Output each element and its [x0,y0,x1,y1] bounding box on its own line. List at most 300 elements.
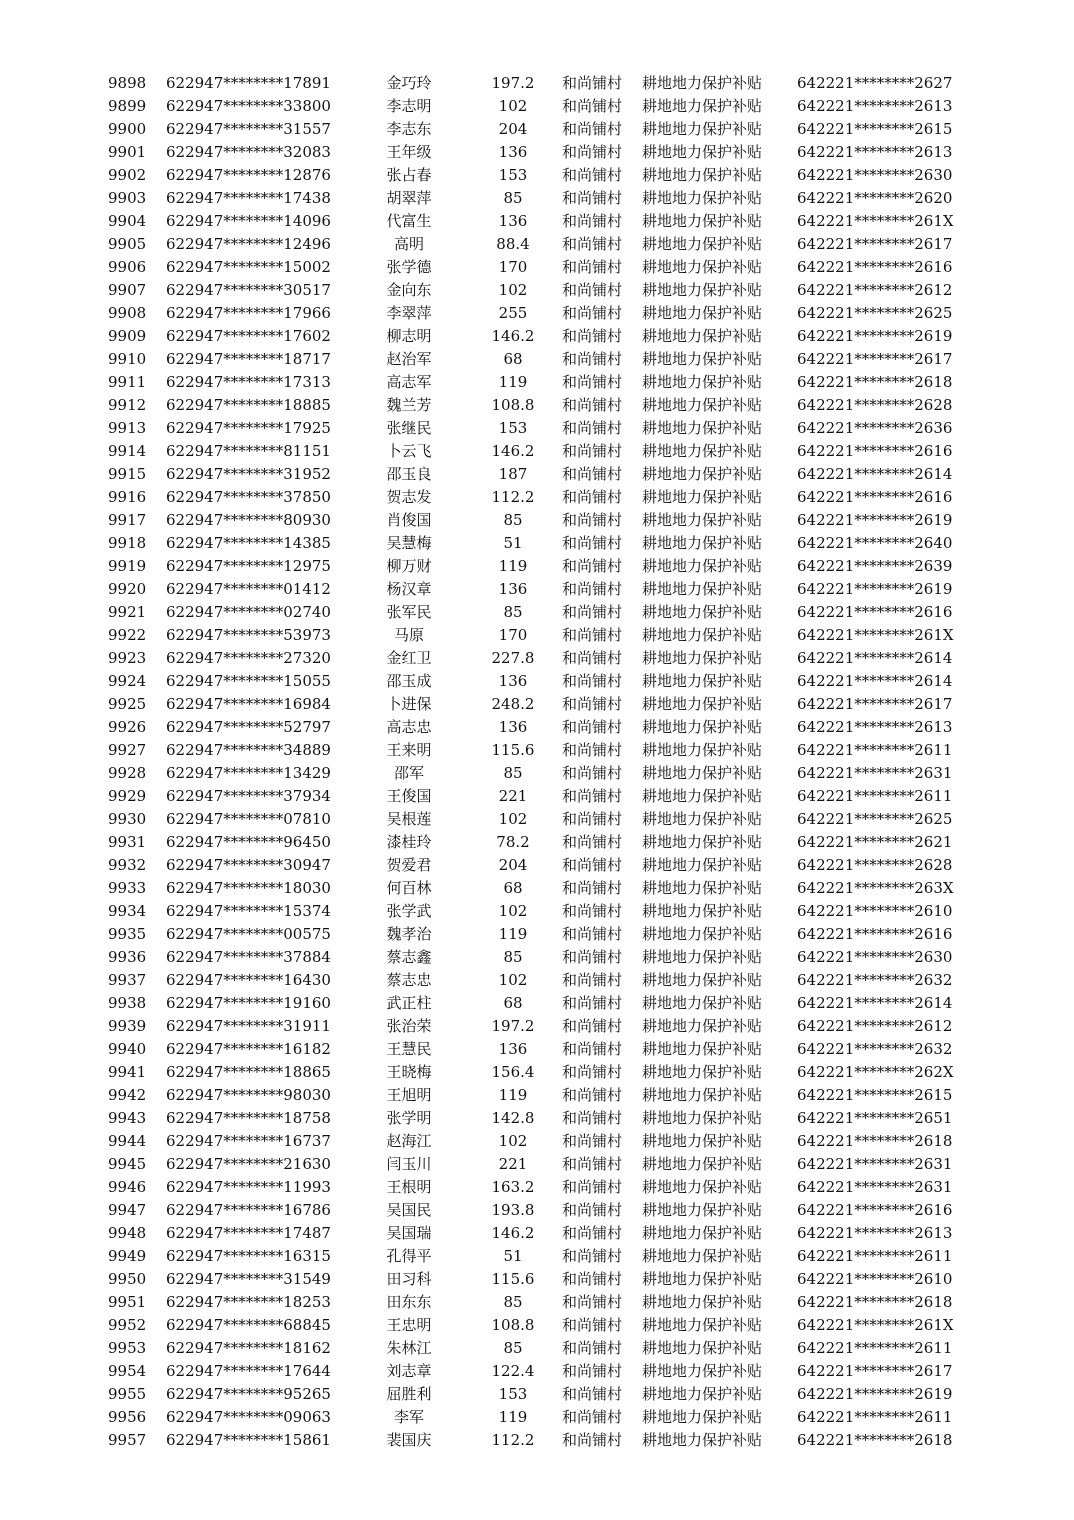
subsidy-item-cell: 耕地地力保护补贴 [642,212,763,230]
serial-number-cell: 9922 [108,626,147,644]
serial-number-cell: 9916 [108,488,147,506]
id-number-cell: 642221********2613 [797,718,953,736]
village-cell: 和尚铺村 [562,994,623,1012]
village-cell: 和尚铺村 [562,419,623,437]
subsidy-item-cell: 耕地地力保护补贴 [642,856,763,874]
subsidy-item-cell: 耕地地力保护补贴 [642,1132,763,1150]
bank-account-cell: 622947********17438 [166,189,331,207]
subsidy-item-cell: 耕地地力保护补贴 [642,511,763,529]
table-row [0,302,1074,325]
subsidy-amount-cell: 122.4 [491,1362,535,1380]
village-cell: 和尚铺村 [562,1408,623,1426]
id-number-cell: 642221********2610 [797,1270,953,1288]
recipient-name-cell: 屈胜利 [386,1385,432,1403]
table-row [0,233,1074,256]
recipient-name-cell: 张继民 [386,419,432,437]
recipient-name-cell: 刘志章 [386,1362,432,1380]
id-number-cell: 642221********2615 [797,120,953,138]
serial-number-cell: 9904 [108,212,147,230]
village-cell: 和尚铺村 [562,212,623,230]
subsidy-item-cell: 耕地地力保护补贴 [642,235,763,253]
village-cell: 和尚铺村 [562,281,623,299]
table-row [0,900,1074,923]
id-number-cell: 642221********2616 [797,603,953,621]
subsidy-item-cell: 耕地地力保护补贴 [642,1247,763,1265]
id-number-cell: 642221********2614 [797,994,953,1012]
serial-number-cell: 9907 [108,281,147,299]
serial-number-cell: 9941 [108,1063,147,1081]
table-row [0,1038,1074,1061]
subsidy-amount-cell: 170 [498,626,528,644]
table-row [0,509,1074,532]
bank-account-cell: 622947********30947 [166,856,331,874]
serial-number-cell: 9906 [108,258,147,276]
id-number-cell: 642221********2632 [797,971,953,989]
table-row [0,578,1074,601]
table-row [0,716,1074,739]
id-number-cell: 642221********2616 [797,442,953,460]
serial-number-cell: 9925 [108,695,147,713]
village-cell: 和尚铺村 [562,97,623,115]
subsidy-item-cell: 耕地地力保护补贴 [642,994,763,1012]
recipient-name-cell: 胡翠萍 [386,189,432,207]
bank-account-cell: 622947********16984 [166,695,331,713]
serial-number-cell: 9926 [108,718,147,736]
subsidy-item-cell: 耕地地力保护补贴 [642,1293,763,1311]
subsidy-amount-cell: 102 [498,97,528,115]
bank-account-cell: 622947********15861 [166,1431,331,1449]
table-row [0,371,1074,394]
bank-account-cell: 622947********11993 [166,1178,331,1196]
bank-account-cell: 622947********68845 [166,1316,331,1334]
subsidy-amount-cell: 85 [503,603,523,621]
recipient-name-cell: 张学明 [386,1109,432,1127]
serial-number-cell: 9900 [108,120,147,138]
table-row [0,946,1074,969]
subsidy-amount-cell: 119 [498,925,528,943]
id-number-cell: 642221********2613 [797,143,953,161]
subsidy-amount-cell: 112.2 [491,488,535,506]
table-row [0,1429,1074,1452]
table-row [0,992,1074,1015]
recipient-name-cell: 蔡志忠 [386,971,432,989]
serial-number-cell: 9914 [108,442,147,460]
subsidy-amount-cell: 102 [498,1132,528,1150]
bank-account-cell: 622947********30517 [166,281,331,299]
id-number-cell: 642221********2617 [797,350,953,368]
subsidy-item-cell: 耕地地力保护补贴 [642,1224,763,1242]
id-number-cell: 642221********2620 [797,189,953,207]
recipient-name-cell: 柳志明 [386,327,432,345]
serial-number-cell: 9936 [108,948,147,966]
subsidy-amount-cell: 85 [503,1339,523,1357]
village-cell: 和尚铺村 [562,1385,623,1403]
bank-account-cell: 622947********17966 [166,304,331,322]
serial-number-cell: 9931 [108,833,147,851]
subsidy-amount-cell: 68 [503,994,523,1012]
subsidy-amount-cell: 119 [498,557,528,575]
recipient-name-cell: 王慧民 [386,1040,432,1058]
subsidy-item-cell: 耕地地力保护补贴 [642,833,763,851]
recipient-name-cell: 马原 [393,626,424,644]
id-number-cell: 642221********2618 [797,373,953,391]
id-number-cell: 642221********261X [797,626,954,644]
village-cell: 和尚铺村 [562,649,623,667]
recipient-name-cell: 张学德 [386,258,432,276]
serial-number-cell: 9948 [108,1224,147,1242]
serial-number-cell: 9919 [108,557,147,575]
village-cell: 和尚铺村 [562,1339,623,1357]
bank-account-cell: 622947********16182 [166,1040,331,1058]
village-cell: 和尚铺村 [562,603,623,621]
subsidy-amount-cell: 170 [498,258,528,276]
bank-account-cell: 622947********16315 [166,1247,331,1265]
bank-account-cell: 622947********18885 [166,396,331,414]
recipient-name-cell: 柳万财 [386,557,432,575]
table-row [0,624,1074,647]
village-cell: 和尚铺村 [562,74,623,92]
recipient-name-cell: 王来明 [386,741,432,759]
table-row [0,417,1074,440]
subsidy-amount-cell: 68 [503,879,523,897]
id-number-cell: 642221********2625 [797,304,953,322]
subsidy-item-cell: 耕地地力保护补贴 [642,465,763,483]
subsidy-amount-cell: 187 [498,465,528,483]
serial-number-cell: 9899 [108,97,147,115]
recipient-name-cell: 朱林江 [386,1339,432,1357]
village-cell: 和尚铺村 [562,1086,623,1104]
bank-account-cell: 622947********17891 [166,74,331,92]
id-number-cell: 642221********2612 [797,281,953,299]
village-cell: 和尚铺村 [562,1063,623,1081]
subsidy-amount-cell: 102 [498,281,528,299]
id-number-cell: 642221********2631 [797,764,953,782]
subsidy-amount-cell: 88.4 [496,235,530,253]
village-cell: 和尚铺村 [562,235,623,253]
recipient-name-cell: 王忠明 [386,1316,432,1334]
village-cell: 和尚铺村 [562,1316,623,1334]
village-cell: 和尚铺村 [562,1201,623,1219]
serial-number-cell: 9942 [108,1086,147,1104]
subsidy-item-cell: 耕地地力保护补贴 [642,810,763,828]
table-row [0,486,1074,509]
village-cell: 和尚铺村 [562,1178,623,1196]
id-number-cell: 642221********2616 [797,925,953,943]
bank-account-cell: 622947********16786 [166,1201,331,1219]
subsidy-amount-cell: 85 [503,1293,523,1311]
recipient-name-cell: 贺爱君 [386,856,432,874]
recipient-name-cell: 高明 [393,235,424,253]
id-number-cell: 642221********2613 [797,97,953,115]
subsidy-amount-cell: 136 [498,672,528,690]
village-cell: 和尚铺村 [562,695,623,713]
table-row [0,647,1074,670]
recipient-name-cell: 蔡志鑫 [386,948,432,966]
subsidy-item-cell: 耕地地力保护补贴 [642,672,763,690]
subsidy-amount-cell: 146.2 [491,327,535,345]
recipient-name-cell: 武正柱 [386,994,432,1012]
village-cell: 和尚铺村 [562,258,623,276]
bank-account-cell: 622947********14385 [166,534,331,552]
recipient-name-cell: 王年级 [386,143,432,161]
serial-number-cell: 9909 [108,327,147,345]
recipient-name-cell: 赵海江 [386,1132,432,1150]
recipient-name-cell: 闫玉川 [386,1155,432,1173]
table-row [0,808,1074,831]
bank-account-cell: 622947********12876 [166,166,331,184]
village-cell: 和尚铺村 [562,1247,623,1265]
table-row [0,854,1074,877]
recipient-name-cell: 吴国民 [386,1201,432,1219]
id-number-cell: 642221********2636 [797,419,953,437]
subsidy-item-cell: 耕地地力保护补贴 [642,396,763,414]
table-row [0,739,1074,762]
id-number-cell: 642221********2611 [797,1408,953,1426]
subsidy-amount-cell: 153 [498,1385,528,1403]
village-cell: 和尚铺村 [562,1362,623,1380]
serial-number-cell: 9912 [108,396,147,414]
subsidy-amount-cell: 136 [498,143,528,161]
subsidy-amount-cell: 119 [498,1086,528,1104]
subsidy-item-cell: 耕地地力保护补贴 [642,1040,763,1058]
table-row [0,1360,1074,1383]
table-row [0,670,1074,693]
subsidy-item-cell: 耕地地力保护补贴 [642,879,763,897]
serial-number-cell: 9917 [108,511,147,529]
id-number-cell: 642221********2628 [797,856,953,874]
village-cell: 和尚铺村 [562,879,623,897]
table-row [0,1199,1074,1222]
village-cell: 和尚铺村 [562,741,623,759]
table-row [0,256,1074,279]
subsidy-item-cell: 耕地地力保护补贴 [642,327,763,345]
recipient-name-cell: 田东东 [386,1293,432,1311]
village-cell: 和尚铺村 [562,787,623,805]
subsidy-item-cell: 耕地地力保护补贴 [642,1063,763,1081]
serial-number-cell: 9920 [108,580,147,598]
id-number-cell: 642221********2651 [797,1109,953,1127]
table-row [0,1291,1074,1314]
subsidy-item-cell: 耕地地力保护补贴 [642,258,763,276]
bank-account-cell: 622947********53973 [166,626,331,644]
serial-number-cell: 9910 [108,350,147,368]
subsidy-item-cell: 耕地地力保护补贴 [642,350,763,368]
subsidy-item-cell: 耕地地力保护补贴 [642,580,763,598]
bank-account-cell: 622947********15374 [166,902,331,920]
subsidy-item-cell: 耕地地力保护补贴 [642,1017,763,1035]
serial-number-cell: 9928 [108,764,147,782]
subsidy-amount-cell: 78.2 [496,833,530,851]
id-number-cell: 642221********2617 [797,1362,953,1380]
id-number-cell: 642221********2617 [797,235,953,253]
table-row [0,532,1074,555]
bank-account-cell: 622947********17925 [166,419,331,437]
subsidy-item-cell: 耕地地力保护补贴 [642,120,763,138]
serial-number-cell: 9947 [108,1201,147,1219]
village-cell: 和尚铺村 [562,373,623,391]
id-number-cell: 642221********2618 [797,1431,953,1449]
subsidy-amount-cell: 146.2 [491,1224,535,1242]
serial-number-cell: 9924 [108,672,147,690]
serial-number-cell: 9930 [108,810,147,828]
subsidy-item-cell: 耕地地力保护补贴 [642,1339,763,1357]
recipient-name-cell: 邵军 [393,764,424,782]
id-number-cell: 642221********2611 [797,1247,953,1265]
subsidy-item-cell: 耕地地力保护补贴 [642,787,763,805]
table-row [0,463,1074,486]
table-row [0,1176,1074,1199]
id-number-cell: 642221********2631 [797,1155,953,1173]
recipient-name-cell: 肖俊国 [386,511,432,529]
subsidy-item-cell: 耕地地力保护补贴 [642,764,763,782]
bank-account-cell: 622947********95265 [166,1385,331,1403]
id-number-cell: 642221********2618 [797,1132,953,1150]
table-row [0,210,1074,233]
table-row [0,693,1074,716]
village-cell: 和尚铺村 [562,718,623,736]
subsidy-amount-cell: 102 [498,971,528,989]
village-cell: 和尚铺村 [562,511,623,529]
recipient-name-cell: 代富生 [386,212,432,230]
subsidy-amount-cell: 255 [498,304,528,322]
bank-account-cell: 622947********12496 [166,235,331,253]
table-row [0,187,1074,210]
bank-account-cell: 622947********18253 [166,1293,331,1311]
subsidy-item-cell: 耕地地力保护补贴 [642,557,763,575]
village-cell: 和尚铺村 [562,442,623,460]
table-row [0,1084,1074,1107]
recipient-name-cell: 高志军 [386,373,432,391]
village-cell: 和尚铺村 [562,1132,623,1150]
village-cell: 和尚铺村 [562,1270,623,1288]
subsidy-amount-cell: 115.6 [491,1270,535,1288]
village-cell: 和尚铺村 [562,465,623,483]
bank-account-cell: 622947********07810 [166,810,331,828]
bank-account-cell: 622947********52797 [166,718,331,736]
subsidy-item-cell: 耕地地力保护补贴 [642,741,763,759]
subsidy-amount-cell: 51 [503,1247,523,1265]
bank-account-cell: 622947********01412 [166,580,331,598]
id-number-cell: 642221********2611 [797,787,953,805]
recipient-name-cell: 魏孝治 [386,925,432,943]
subsidy-item-cell: 耕地地力保护补贴 [642,74,763,92]
subsidy-item-cell: 耕地地力保护补贴 [642,971,763,989]
table-row [0,1337,1074,1360]
id-number-cell: 642221********2617 [797,695,953,713]
subsidy-amount-cell: 85 [503,511,523,529]
bank-account-cell: 622947********12975 [166,557,331,575]
bank-account-cell: 622947********09063 [166,1408,331,1426]
bank-account-cell: 622947********19160 [166,994,331,1012]
subsidy-item-cell: 耕地地力保护补贴 [642,534,763,552]
subsidy-amount-cell: 108.8 [491,1316,535,1334]
serial-number-cell: 9911 [108,373,147,391]
serial-number-cell: 9937 [108,971,147,989]
recipient-name-cell: 张军民 [386,603,432,621]
table-row [0,348,1074,371]
table-row [0,164,1074,187]
id-number-cell: 642221********2632 [797,1040,953,1058]
recipient-name-cell: 裴国庆 [386,1431,432,1449]
recipient-name-cell: 李军 [393,1408,424,1426]
subsidy-item-cell: 耕地地力保护补贴 [642,1362,763,1380]
subsidy-amount-cell: 197.2 [491,1017,535,1035]
subsidy-item-cell: 耕地地力保护补贴 [642,373,763,391]
recipient-name-cell: 何百林 [386,879,432,897]
serial-number-cell: 9943 [108,1109,147,1127]
subsidy-amount-cell: 102 [498,810,528,828]
village-cell: 和尚铺村 [562,1224,623,1242]
bank-account-cell: 622947********18162 [166,1339,331,1357]
subsidy-amount-cell: 221 [498,787,528,805]
serial-number-cell: 9952 [108,1316,147,1334]
subsidy-amount-cell: 197.2 [491,74,535,92]
bank-account-cell: 622947********37884 [166,948,331,966]
subsidy-item-cell: 耕地地力保护补贴 [642,143,763,161]
bank-account-cell: 622947********17487 [166,1224,331,1242]
village-cell: 和尚铺村 [562,856,623,874]
bank-account-cell: 622947********98030 [166,1086,331,1104]
bank-account-cell: 622947********34889 [166,741,331,759]
subsidy-item-cell: 耕地地力保护补贴 [642,925,763,943]
bank-account-cell: 622947********31952 [166,465,331,483]
subsidy-amount-cell: 156.4 [491,1063,535,1081]
bank-account-cell: 622947********15002 [166,258,331,276]
subsidy-item-cell: 耕地地力保护补贴 [642,419,763,437]
table-row [0,1268,1074,1291]
village-cell: 和尚铺村 [562,1431,623,1449]
village-cell: 和尚铺村 [562,557,623,575]
recipient-name-cell: 赵治军 [386,350,432,368]
bank-account-cell: 622947********13429 [166,764,331,782]
subsidy-amount-cell: 142.8 [491,1109,535,1127]
bank-account-cell: 622947********37850 [166,488,331,506]
id-number-cell: 642221********2628 [797,396,953,414]
recipient-name-cell: 李翠萍 [386,304,432,322]
bank-account-cell: 622947********16737 [166,1132,331,1150]
serial-number-cell: 9953 [108,1339,147,1357]
id-number-cell: 642221********261X [797,1316,954,1334]
id-number-cell: 642221********261X [797,212,954,230]
recipient-name-cell: 王俊国 [386,787,432,805]
subsidy-item-cell: 耕地地力保护补贴 [642,166,763,184]
bank-account-cell: 622947********17644 [166,1362,331,1380]
village-cell: 和尚铺村 [562,810,623,828]
bank-account-cell: 622947********33800 [166,97,331,115]
table-row [0,923,1074,946]
serial-number-cell: 9939 [108,1017,147,1035]
table-row [0,1130,1074,1153]
subsidy-amount-cell: 112.2 [491,1431,535,1449]
subsidy-item-cell: 耕地地力保护补贴 [642,1408,763,1426]
id-number-cell: 642221********2614 [797,465,953,483]
subsidy-item-cell: 耕地地力保护补贴 [642,948,763,966]
serial-number-cell: 9950 [108,1270,147,1288]
subsidy-item-cell: 耕地地力保护补贴 [642,649,763,667]
serial-number-cell: 9923 [108,649,147,667]
table-row [0,785,1074,808]
serial-number-cell: 9915 [108,465,147,483]
id-number-cell: 642221********2614 [797,672,953,690]
bank-account-cell: 622947********16430 [166,971,331,989]
serial-number-cell: 9956 [108,1408,147,1426]
serial-number-cell: 9949 [108,1247,147,1265]
village-cell: 和尚铺村 [562,764,623,782]
subsidy-item-cell: 耕地地力保护补贴 [642,718,763,736]
id-number-cell: 642221********2616 [797,1201,953,1219]
serial-number-cell: 9913 [108,419,147,437]
recipient-name-cell: 贺志发 [386,488,432,506]
